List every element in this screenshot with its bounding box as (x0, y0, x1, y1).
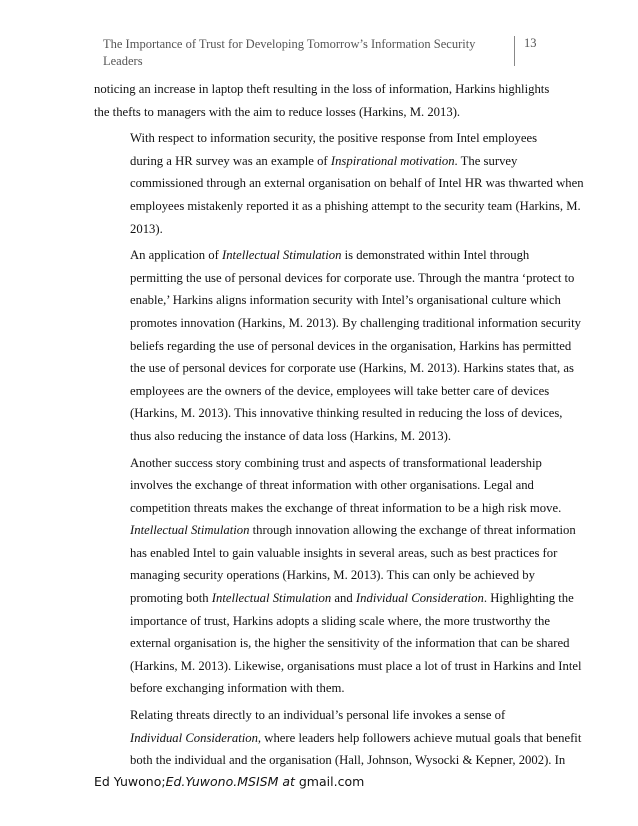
text-line (94, 727, 582, 750)
text-run: (Harkins, M. 2013). This innovative thinking resulted in reducing the loss of devices, (130, 406, 563, 421)
text-line (94, 380, 550, 403)
text-run: managing security operations (Harkins, M. 2013). This can only be achieved by (130, 568, 535, 583)
text-run: Another success story combining trust and aspects of transformational leadership (130, 455, 542, 470)
text-run: importance of trust, Harkins adopts a sliding scale where, the more trustworthy the (130, 613, 550, 628)
text-run: enable,’ Harkins aligns information security with Intel’s organisational culture which (130, 293, 561, 308)
text-run: . The survey (454, 153, 518, 168)
text-run: competition threats makes the exchange of threat information to be a high risk move. (130, 500, 562, 515)
footer-email-domain: gmail.com (298, 774, 365, 789)
text-run: the use of personal devices for corporate use (Harkins, M. 2013). Harkins states that, as (130, 361, 574, 376)
header-title-line-1: The Importance of Trust for Developing Tomorrow’s Information Security (103, 37, 476, 51)
italic-term: Inspirational motivation (330, 153, 455, 168)
text-line (94, 335, 572, 358)
page-number: 13 (524, 36, 537, 50)
text-line (94, 267, 575, 290)
footer (94, 774, 364, 789)
text-run: permitting the use of personal devices for corporate use. Through the mantra ‘protect to (130, 270, 575, 285)
italic-term: Individual Consideration (355, 591, 484, 606)
header-title-line-2: Leaders (103, 54, 143, 68)
text-line (94, 542, 558, 565)
footer-author: Ed Yuwono; (94, 774, 166, 789)
text-line (94, 172, 584, 195)
text-line (94, 218, 546, 241)
text-run: promoting both (130, 591, 212, 606)
text-line (94, 195, 581, 218)
text-run: employees are the owners of the device, employees will take better care of devices (130, 383, 550, 398)
text-run: has enabled Intel to gain valuable insights in several areas, such as best practices for (130, 545, 558, 560)
text-run: beliefs regarding the use of personal devices in the organisation, Harkins has permitted (130, 338, 572, 353)
text-line (94, 564, 546, 587)
paragraph (94, 127, 584, 240)
text-run: Relating threats directly to an individual’s personal life invokes a sense of (130, 708, 506, 723)
text-line (94, 677, 546, 700)
italic-term: Intellectual Stimulation (211, 591, 332, 606)
body-text (94, 78, 584, 772)
text-run: involves the exchange of threat information with other organisations. Legal and (130, 478, 534, 493)
text-line (94, 312, 582, 335)
text-line (94, 655, 582, 678)
paragraph (94, 704, 582, 772)
text-line (94, 749, 566, 772)
paragraph (94, 244, 582, 447)
italic-term: Intellectual Stimulation (221, 248, 342, 263)
text-run: employees mistakenly reported it as a phishing attempt to the security team (Harkins, M. (130, 198, 581, 213)
running-header (103, 36, 513, 70)
footer-email-user: Ed.Yuwono.MSISM (165, 774, 279, 789)
text-run: 2013). (130, 221, 163, 236)
text-line (94, 101, 546, 124)
text-line (94, 78, 550, 101)
text-line (94, 452, 546, 475)
text-line (94, 497, 562, 520)
text-run: where leaders help followers achieve mutual goals that benefit (261, 730, 582, 745)
text-run: noticing an increase in laptop theft resulting in the loss of information, Harkins highlights (94, 82, 550, 96)
text-line (94, 610, 550, 633)
footer-at: at (278, 774, 299, 789)
text-line (94, 587, 574, 610)
text-line (94, 425, 546, 448)
text-run: is demonstrated within Intel through (341, 248, 530, 263)
italic-term: Intellectual Stimulation (130, 523, 250, 538)
text-line (94, 244, 546, 267)
text-line (94, 150, 546, 173)
text-run: external organisation is, the higher the sensitivity of the information that can be shared (130, 636, 570, 651)
text-line (94, 474, 546, 497)
text-run: An application of (130, 248, 222, 263)
text-run: thus also reducing the instance of data loss (Harkins, M. 2013). (130, 428, 451, 443)
text-run: through innovation allowing the exchange of threat information (249, 523, 576, 538)
text-line (94, 519, 576, 542)
text-line (94, 127, 546, 150)
text-line (94, 357, 574, 380)
text-line (94, 704, 546, 727)
text-run: and (331, 591, 356, 606)
header-divider (514, 36, 515, 66)
text-run: both the individual and the organisation (Hall, Johnson, Wysocki & Kepner, 2002). In (130, 753, 566, 768)
text-line (94, 632, 570, 655)
paragraph (94, 78, 550, 123)
text-line (94, 402, 563, 425)
text-run: promotes innovation (Harkins, M. 2013). By challenging traditional information security (130, 315, 582, 330)
text-run: commissioned through an external organisation on behalf of Intel HR was thwarted when (130, 176, 584, 191)
text-line (94, 289, 561, 312)
text-run: . Highlighting the (483, 591, 574, 606)
paragraph (94, 452, 582, 701)
text-run: during a HR survey was an example of (130, 153, 331, 168)
text-run: (Harkins, M. 2013). Likewise, organisations must place a lot of trust in Harkins and Intel (130, 658, 582, 673)
text-run: before exchanging information with them. (130, 681, 345, 696)
text-run: With respect to information security, the positive response from Intel employees (130, 131, 538, 146)
text-run: the thefts to managers with the aim to reduce losses (Harkins, M. 2013). (94, 104, 461, 119)
italic-term: Individual Consideration, (130, 730, 262, 745)
